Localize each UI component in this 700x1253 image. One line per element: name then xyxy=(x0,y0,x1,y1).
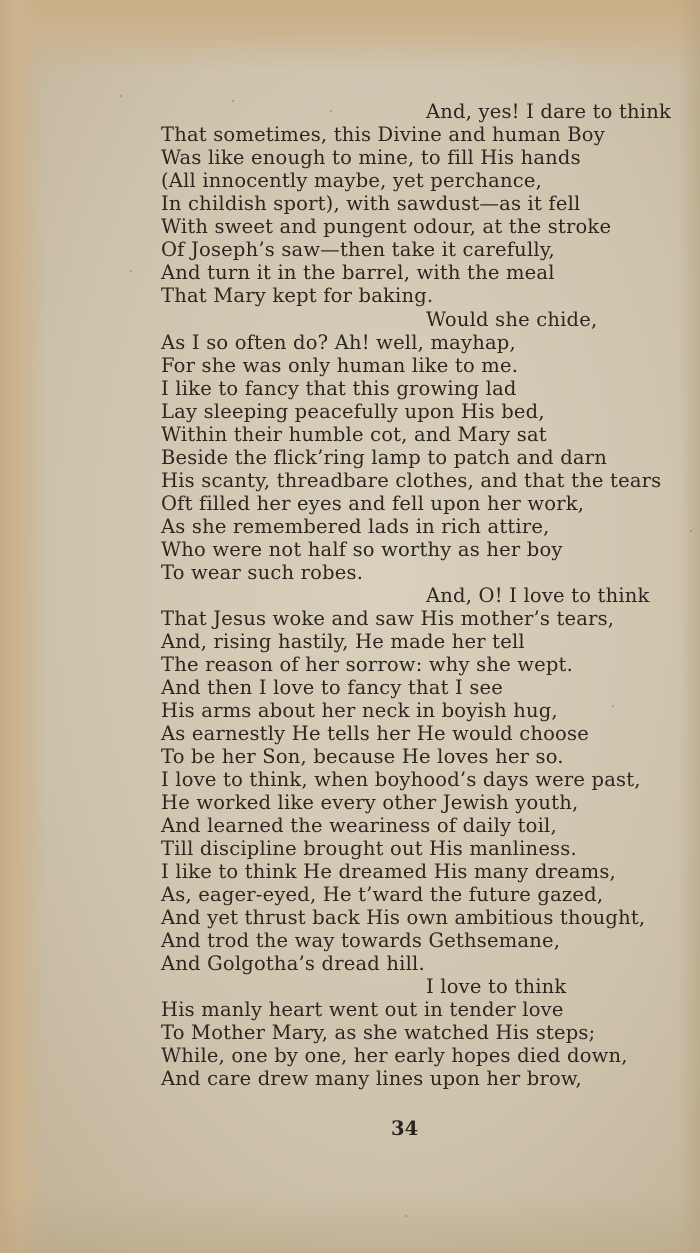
poem-line: And Golgotha’s dread hill. xyxy=(161,952,425,975)
poem-line: And turn it in the barrel, with the meal xyxy=(161,261,555,284)
poem-line: As she remembered lads in rich attire, xyxy=(161,515,550,538)
poem-line: In childish sport), with sawdust—as it fell xyxy=(161,192,581,215)
poem-line: To Mother Mary, as she watched His steps; xyxy=(161,1021,596,1044)
poem-line: Till discipline brought out His manliness. xyxy=(161,837,577,860)
poem-line: And learned the weariness of daily toil, xyxy=(161,814,557,837)
poem-line: He worked like every other Jewish youth, xyxy=(161,791,579,814)
poem-line: And, O! I love to think xyxy=(426,584,650,607)
page-number: 34 xyxy=(391,1117,419,1140)
poem-line: Beside the flick’ring lamp to patch and darn xyxy=(161,446,607,469)
poem-line: Oft filled her eyes and fell upon her work, xyxy=(161,492,585,515)
poem-line: Within their humble cot, and Mary sat xyxy=(161,423,547,446)
poem-line: His manly heart went out in tender love xyxy=(161,998,564,1021)
poem-line: As I so often do? Ah! well, mayhap, xyxy=(161,331,516,354)
poem-line: I like to fancy that this growing lad xyxy=(161,377,517,400)
poem-line: And yet thrust back His own ambitious thought, xyxy=(161,906,646,929)
poem-line: As earnestly He tells her He would choose xyxy=(161,722,589,745)
poem-line: Who were not half so worthy as her boy xyxy=(161,538,563,561)
poem-line: The reason of her sorrow: why she wept. xyxy=(161,653,573,676)
poem-line: While, one by one, her early hopes died down, xyxy=(161,1044,628,1067)
poem-line: And, yes! I dare to think xyxy=(426,100,671,123)
poem-line: That sometimes, this Divine and human Boy xyxy=(161,123,605,146)
poem-line: And then I love to fancy that I see xyxy=(161,676,504,699)
poem-line: With sweet and pungent odour, at the stroke xyxy=(161,215,612,238)
poem-line: I love to think, when boyhood’s days were past, xyxy=(161,768,641,791)
poem-line: That Mary kept for baking. xyxy=(161,284,434,307)
poem-line: And care drew many lines upon her brow, xyxy=(161,1067,582,1090)
poem-line: I like to think He dreamed His many dreams, xyxy=(161,860,616,883)
poem-line: (All innocently maybe, yet perchance, xyxy=(161,169,542,192)
poem-line: I love to think xyxy=(426,975,567,998)
poem-line: And, rising hastily, He made her tell xyxy=(161,630,525,653)
poem-line: Would she chide, xyxy=(426,308,598,331)
poem-line: His arms about her neck in boyish hug, xyxy=(161,699,558,722)
poem-line: That Jesus woke and saw His mother’s tears, xyxy=(161,607,615,630)
poem-line: To be her Son, because He loves her so. xyxy=(161,745,564,768)
poem-line: His scanty, threadbare clothes, and that the tears xyxy=(161,469,662,492)
poem-line: Lay sleeping peacefully upon His bed, xyxy=(161,400,545,423)
poem-line: To wear such robes. xyxy=(161,561,364,584)
poem-line: For she was only human like to me. xyxy=(161,354,519,377)
poem-line: As, eager-eyed, He t’ward the future gazed, xyxy=(161,883,604,906)
poem-line: And trod the way towards Gethsemane, xyxy=(161,929,561,952)
poem-line: Of Joseph’s saw—then take it carefully, xyxy=(161,238,555,261)
poem-line: Was like enough to mine, to fill His hands xyxy=(161,146,581,169)
